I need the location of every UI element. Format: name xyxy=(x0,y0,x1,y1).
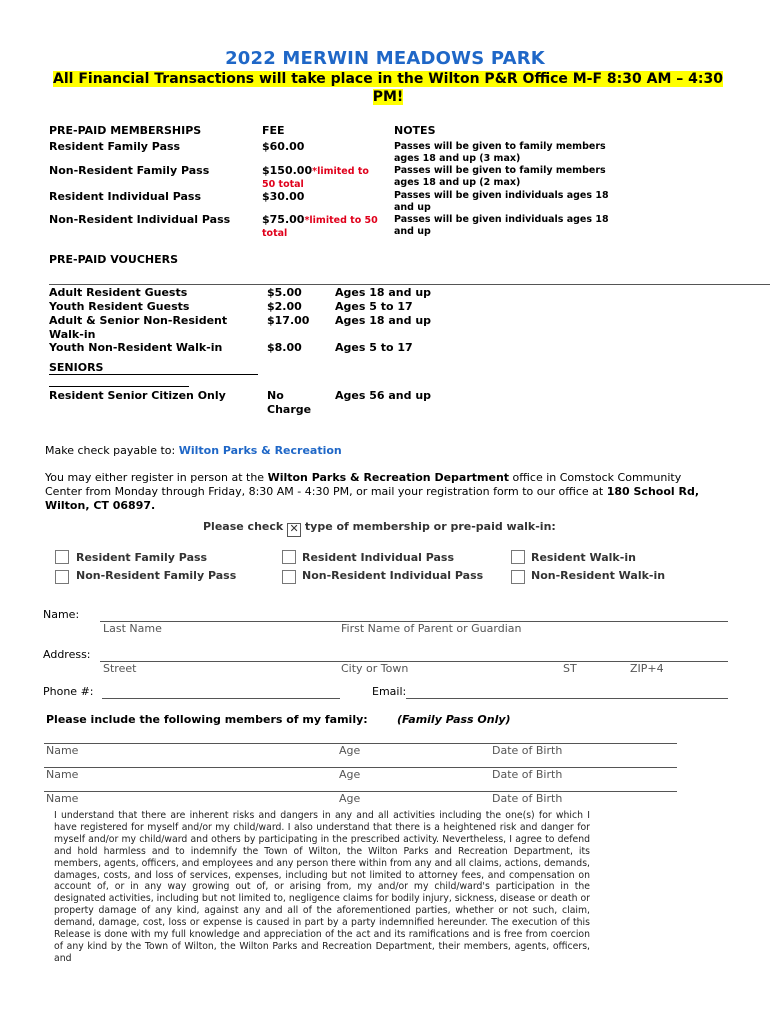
fee-header: FEE xyxy=(262,124,285,137)
register-paragraph: You may either register in person at the Wilton Parks & Recreation Department office in Comstock Community Center from Monday through Friday, 8:30 AM - 4:30 PM, or mail your registration form to our office at 180 School Rd, Wilton, CT 06897. xyxy=(45,471,700,512)
membership-notes: ages 18 and up (3 max) xyxy=(394,153,521,164)
membership-notes: Passes will be given to family members xyxy=(394,165,606,176)
membership-fee: $60.00 xyxy=(262,140,305,153)
family-name-caption: Name xyxy=(46,768,79,781)
membership-name: Non-Resident Family Pass xyxy=(49,164,210,177)
family-row-line[interactable] xyxy=(44,791,677,792)
family-row-line[interactable] xyxy=(44,743,677,744)
last-name-caption: Last Name xyxy=(103,622,162,635)
banner-text: All Financial Transactions will take place in the Wilton P&R Office M-F 8:30 AM – 4:30 PM! xyxy=(53,71,723,105)
membership-fee-note: total xyxy=(262,228,288,239)
name-label: Name: xyxy=(43,608,80,621)
voucher-ages: Ages 5 to 17 xyxy=(335,300,413,313)
checkbox-resident-individual[interactable] xyxy=(282,550,296,564)
payable-line: Make check payable to: Wilton Parks & Recreation xyxy=(45,444,342,457)
senior-fee-cont: Charge xyxy=(267,403,312,416)
family-dob-caption: Date of Birth xyxy=(492,744,563,757)
option-label: Resident Walk-in xyxy=(531,551,636,564)
checkbox-nonresident-walkin[interactable] xyxy=(511,570,525,584)
voucher-name-cont: Walk-in xyxy=(49,328,96,341)
checkbox-resident-family[interactable] xyxy=(55,550,69,564)
city-caption: City or Town xyxy=(341,662,409,675)
membership-fee: $30.00 xyxy=(262,190,305,203)
family-name-caption: Name xyxy=(46,792,79,805)
membership-notes: Passes will be given individuals ages 18 xyxy=(394,190,609,201)
check-prompt: Please check ✕ type of membership or pre-paid walk-in: xyxy=(203,520,556,535)
email-label: Email: xyxy=(372,685,407,698)
memberships-header: PRE-PAID MEMBERSHIPS xyxy=(49,124,202,137)
membership-notes: Passes will be given to family members xyxy=(394,141,606,152)
address-label: Address: xyxy=(43,648,91,661)
membership-fee: $75.00*limited to 50 xyxy=(262,213,378,226)
voucher-name: Adult & Senior Non-Resident xyxy=(49,314,228,327)
voucher-name: Adult Resident Guests xyxy=(49,286,188,299)
page-title: 2022 MERWIN MEADOWS PARK xyxy=(225,48,545,69)
membership-notes: Passes will be given individuals ages 18 xyxy=(394,214,609,225)
family-age-caption: Age xyxy=(339,744,361,757)
membership-notes: and up xyxy=(394,226,431,237)
voucher-fee: $17.00 xyxy=(267,314,310,327)
membership-notes: and up xyxy=(394,202,431,213)
family-heading: Please include the following members of my family: xyxy=(46,713,368,726)
checkbox-nonresident-family[interactable] xyxy=(55,570,69,584)
voucher-ages: Ages 18 and up xyxy=(335,286,432,299)
option-label: Resident Family Pass xyxy=(76,551,208,564)
voucher-name: Youth Resident Guests xyxy=(49,300,190,313)
checked-box-icon: ✕ xyxy=(287,523,301,537)
family-name-caption: Name xyxy=(46,744,79,757)
option-label: Non-Resident Individual Pass xyxy=(302,569,484,582)
membership-name: Resident Individual Pass xyxy=(49,190,202,203)
underline xyxy=(49,386,189,387)
senior-ages: Ages 56 and up xyxy=(335,389,432,402)
family-note: (Family Pass Only) xyxy=(397,713,511,726)
voucher-ages: Ages 18 and up xyxy=(335,314,432,327)
vouchers-heading: PRE-PAID VOUCHERS xyxy=(49,253,179,266)
family-dob-caption: Date of Birth xyxy=(492,792,563,805)
membership-fee: $150.00*limited to xyxy=(262,164,369,177)
underline xyxy=(49,374,258,375)
checkbox-resident-walkin[interactable] xyxy=(511,550,525,564)
option-label: Non-Resident Family Pass xyxy=(76,569,237,582)
family-row-line[interactable] xyxy=(44,767,677,768)
voucher-name: Youth Non-Resident Walk-in xyxy=(49,341,223,354)
voucher-fee: $2.00 xyxy=(267,300,302,313)
senior-fee: No xyxy=(267,389,284,402)
state-caption: ST xyxy=(563,662,577,675)
checkbox-nonresident-individual[interactable] xyxy=(282,570,296,584)
voucher-ages: Ages 5 to 17 xyxy=(335,341,413,354)
voucher-fee: $5.00 xyxy=(267,286,302,299)
membership-name: Resident Family Pass xyxy=(49,140,181,153)
zip-caption: ZIP+4 xyxy=(630,662,664,675)
family-dob-caption: Date of Birth xyxy=(492,768,563,781)
first-name-caption: First Name of Parent or Guardian xyxy=(341,622,522,635)
membership-fee-note: 50 total xyxy=(262,179,304,190)
phone-input[interactable] xyxy=(102,698,340,699)
banner xyxy=(44,70,732,106)
membership-name: Non-Resident Individual Pass xyxy=(49,213,231,226)
notes-header: NOTES xyxy=(394,124,436,137)
senior-name: Resident Senior Citizen Only xyxy=(49,389,226,402)
street-caption: Street xyxy=(103,662,137,675)
seniors-heading: SENIORS xyxy=(49,361,104,374)
option-label: Resident Individual Pass xyxy=(302,551,455,564)
membership-notes: ages 18 and up (2 max) xyxy=(394,177,521,188)
voucher-fee: $8.00 xyxy=(267,341,302,354)
family-age-caption: Age xyxy=(339,768,361,781)
email-input[interactable] xyxy=(406,698,728,699)
family-age-caption: Age xyxy=(339,792,361,805)
phone-label: Phone #: xyxy=(43,685,94,698)
divider xyxy=(49,284,770,285)
option-label: Non-Resident Walk-in xyxy=(531,569,666,582)
waiver-text: I understand that there are inherent risks and dangers in any and all activities including the one(s) for which I have registered for myself and/or my child/ward. I also understand that there is a heightened risk and danger for myself and/or my child/ward and others by participating in the prescribed activity. Nevertheless, I agree to defend and hold harmless and to indemnify the Town of Wilton, the Wilton Parks and Recreation Department, its members, agents, officers, and employees and any person there within from any and all claims, actions, demands, damages, costs, and loss of services, expenses, including but not limited to attorney fees, and compensation on account of, or in any way growing out of, or arising from, my and/or my child/ward's participation in the designated activities, including but not limited to, negligence claims for bodily injury, sickness, disease or death or property damage of any kind, against any and all of the aforementioned parties, whether or not such, claim, demand, damage, cost, loss or expense is caused in part by a party indemnified hereunder. The execution of this Release is done with my full knowledge and appreciation of the act and its ramifications and is free from coercion of any kind by the Town of Wilton, the Wilton Parks and Recreation Department, their members, agents, officers, and xyxy=(54,810,590,964)
